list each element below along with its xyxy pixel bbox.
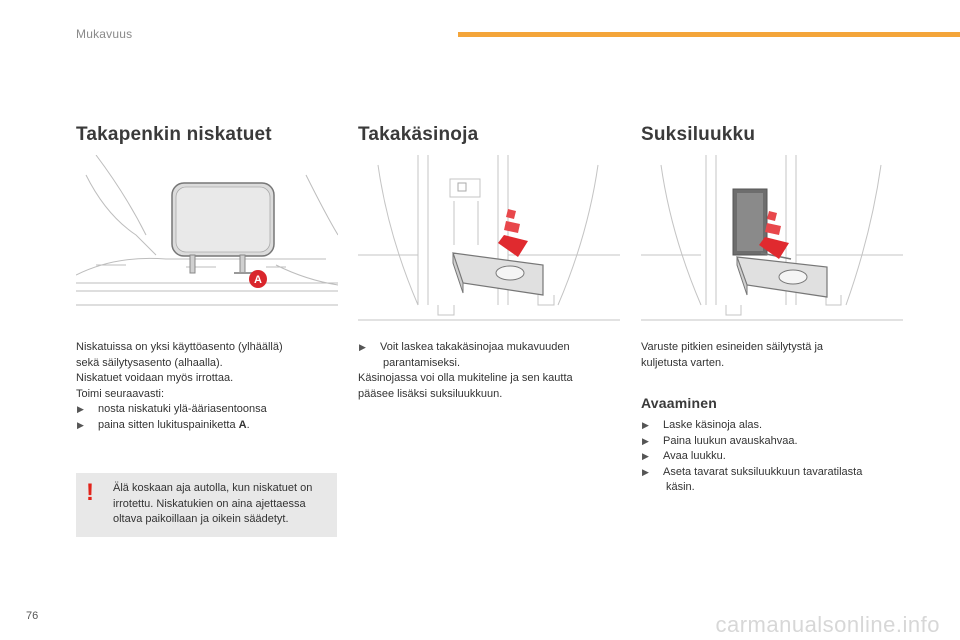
- skihatch-text: [641, 340, 903, 371]
- skihatch-line-2: kuljetusta varten.: [641, 356, 725, 369]
- bullet-icon: ▶: [642, 420, 649, 430]
- armrest-illustration: [358, 155, 620, 329]
- armrest-text: [358, 340, 620, 402]
- warning-text: Älä koskaan aja autolla, kun niskatuet on irrotettu. Niskatukien on aina ajettaessa oltava paikoillaan ja oikein säädetyt.: [113, 482, 313, 525]
- watermark: carmanualsonline.info: [715, 612, 940, 637]
- step-3: ▶ Avaa luukku.: [641, 449, 903, 465]
- opening-steps: [641, 418, 903, 496]
- headrests-text: [76, 340, 338, 433]
- bullet-icon: ▶: [359, 342, 366, 352]
- section-label: Mukavuus: [76, 27, 133, 41]
- skihatch-illustration: [641, 155, 903, 329]
- headrests-bullet-1: ▶ nosta niskatuki ylä-ääriasentoonsa: [76, 402, 338, 418]
- step-1: ▶ Laske käsinoja alas.: [641, 418, 903, 434]
- headrest-illustration: [76, 155, 338, 329]
- bullet-icon: ▶: [77, 404, 84, 414]
- opening-subtitle: Avaaminen: [641, 395, 717, 411]
- armrest-title: Takakäsinoja: [358, 124, 479, 145]
- headrests-line-2: sekä säilytysasento (alhaalla).: [76, 356, 223, 369]
- armrest-drawing: [358, 155, 620, 329]
- header-accent-bar: [458, 32, 960, 37]
- headrests-line-3: Niskatuet voidaan myös irrottaa.: [76, 372, 234, 384]
- headrest-drawing: [76, 155, 338, 329]
- bullet-icon: ▶: [642, 451, 649, 461]
- step-4: ▶ Aseta tavarat suksiluukkuun tavaratilasta: [641, 465, 903, 481]
- headrests-bullet-2: ▶ paina sitten lukituspainiketta A.: [76, 418, 338, 434]
- bullet-icon: ▶: [77, 419, 84, 430]
- armrest-bullet: ▶ Voit laskea takakäsinojaa mukavuuden: [358, 340, 620, 356]
- skihatch-drawing: [641, 155, 903, 329]
- skihatch-title: Suksiluukku: [641, 124, 756, 145]
- warning-icon: !: [86, 479, 94, 506]
- armrest-line-1: Käsinojassa voi olla mukiteline ja sen kautta: [358, 372, 573, 384]
- step-2: ▶ Paina luukun avauskahvaa.: [641, 434, 903, 450]
- callout-a-label: A: [254, 274, 262, 286]
- step-4-cont: käsin.: [666, 481, 695, 493]
- bullet-icon: ▶: [642, 435, 649, 446]
- headrests-title: Takapenkin niskatuet: [76, 124, 272, 145]
- arrow-down-icon: [498, 209, 528, 257]
- skihatch-line-1: Varuste pitkien esineiden säilytystä ja: [641, 341, 824, 353]
- bullet-icon: ▶: [642, 466, 649, 477]
- armrest-bullet-cont: parantamiseksi.: [383, 356, 461, 369]
- headrests-line-4: Toimi seuraavasti:: [76, 387, 165, 400]
- page-number: 76: [26, 610, 39, 622]
- headrests-line-1: Niskatuissa on yksi käyttöasento (ylhäällä): [76, 341, 283, 353]
- warning-box: [76, 473, 337, 537]
- armrest-line-2: pääsee lisäksi suksiluukkuun.: [358, 387, 503, 400]
